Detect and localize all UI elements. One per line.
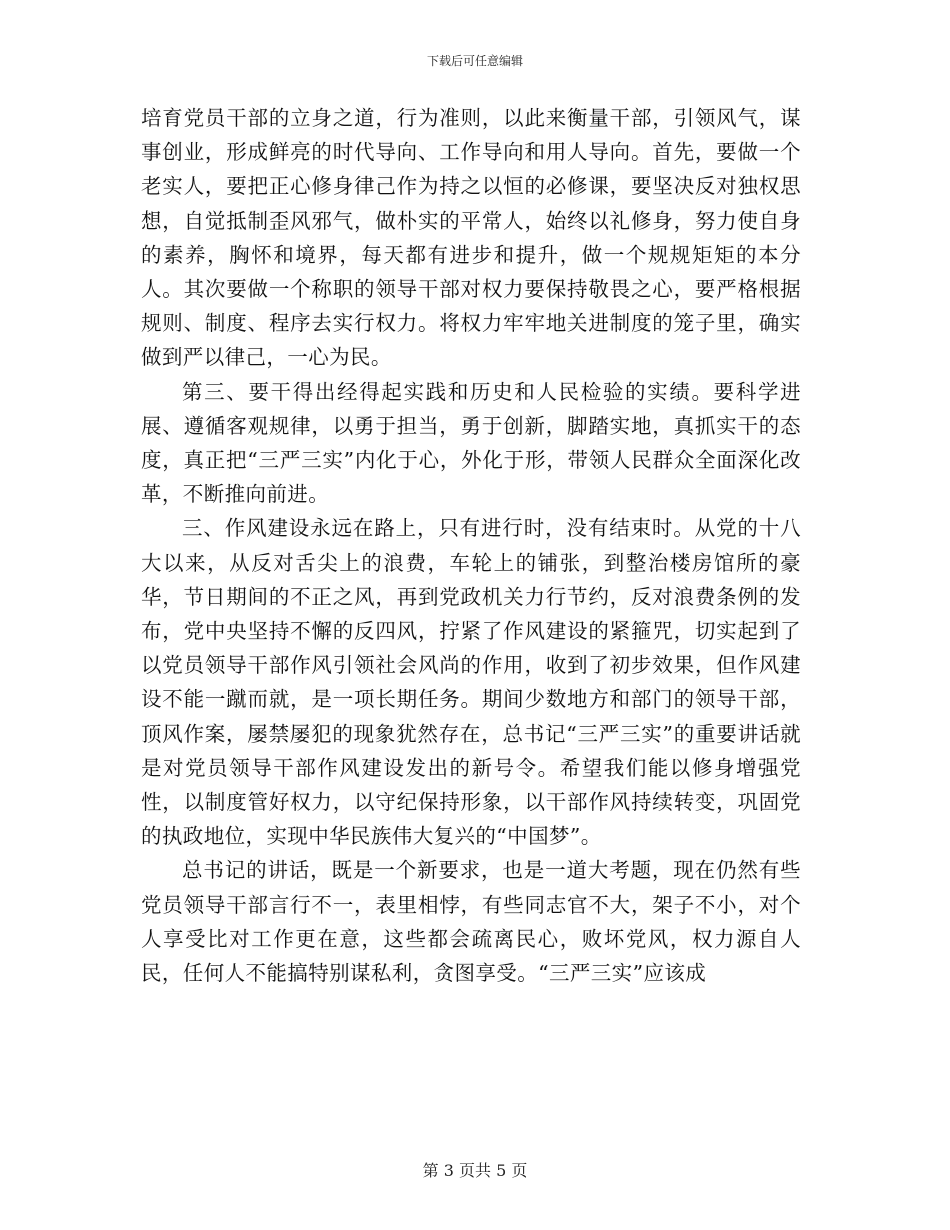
paragraph-4: 总书记的讲话，既是一个新要求，也是一道大考题，现在仍然有些党员领导干部言行不一，表里相悖，有些同志官不大，架子不小，对个人享受比对工作更在意，这些都会疏离民心，败坏党风，权力源自人民，任何人不能搞特别谋私利，贪图享受。“三严三实”应该成	[141, 858, 801, 986]
paragraph-3: 三、作风建设永远在路上，只有进行时，没有结束时。从党的十八大以来，从反对舌尖上的浪费，车轮上的铺张，到整治楼房馆所的豪华，节日期间的不正之风，再到党政机关力行节约，反对浪费条例的发布，党中央坚持不懈的反四风，拧紧了作风建设的紧箍咒，切实起到了以党员领导干部作风引领社会风尚的作用，收到了初步效果，但作风建设不能一蹴而就，是一项长期任务。期间少数地方和部门的领导干部，顶风作案，屡禁屡犯的现象犹然存在，总书记“三严三实”的重要讲话就是对党员领导干部作风建设发出的新号令。希望我们能以修身增强党性，以制度管好权力，以守纪保持形象，以干部作风持续转变，巩固党的执政地位，实现中华民族伟大复兴的“中国梦”。	[141, 516, 801, 849]
page-number: 第 3 页共 5 页	[422, 1161, 528, 1180]
page-header-note: 下载后可任意编辑	[426, 54, 523, 68]
document-body	[141, 101, 801, 990]
paragraph-1: 培育党员干部的立身之道，行为准则，以此来衡量干部，引领风气，谋事创业，形成鲜亮的时代导向、工作导向和用人导向。首先，要做一个老实人，要把正心修身律己作为持之以恒的必修课，要坚决反对独权思想，自觉抵制歪风邪气，做朴实的平常人，始终以礼修身，努力使自身的素养，胸怀和境界，每天都有进步和提升，做一个规规矩矩的本分人。其次要做一个称职的领导干部对权力要保持敬畏之心，要严格根据规则、制度、程序去实行权力。将权力牢牢地关进制度的笼子里，确实做到严以律己，一心为民。	[141, 106, 801, 370]
paragraph-2: 第三、要干得出经得起实践和历史和人民检验的实绩。要科学进展、遵循客观规律，以勇于担当，勇于创新，脚踏实地，真抓实干的态度，真正把“三严三实”内化于心，外化于形，带领人民群众全面深化改革，不断推向前进。	[141, 379, 801, 507]
